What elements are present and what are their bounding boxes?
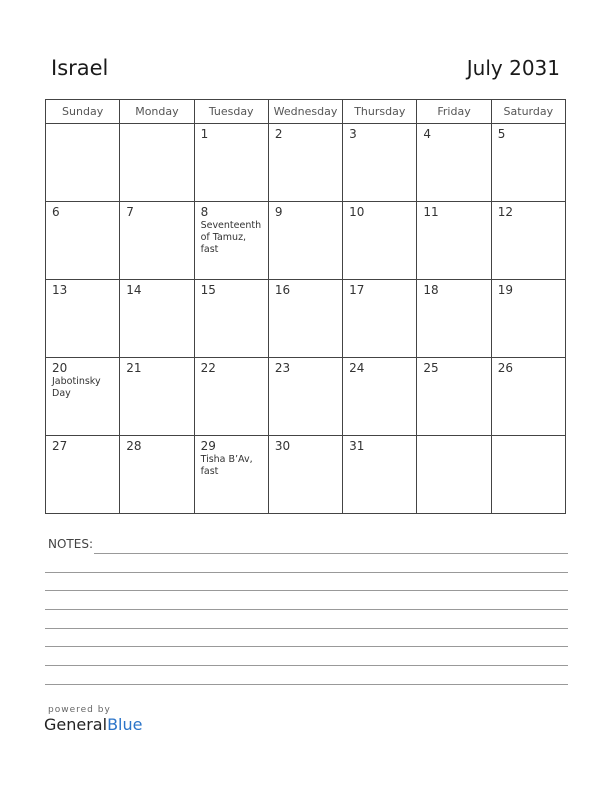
day-number: 2: [274, 127, 283, 141]
notes-line: [45, 684, 568, 685]
day-cell: [194, 358, 268, 436]
day-cell: [120, 124, 194, 202]
weekday-header: Monday: [120, 100, 194, 124]
week-row: [46, 436, 566, 514]
day-number: 28: [126, 439, 142, 453]
day-cell: [343, 358, 417, 436]
day-cell: [491, 436, 565, 514]
day-cell: [46, 280, 120, 358]
day-number: 25: [423, 361, 439, 375]
day-number: 26: [497, 361, 513, 375]
day-number: 3: [349, 127, 357, 141]
day-number: 4: [423, 127, 432, 141]
weekday-header: Tuesday: [194, 100, 268, 124]
notes-line: [45, 646, 568, 647]
day-cell: [343, 280, 417, 358]
day-number: 29: [200, 439, 216, 453]
day-cell: [417, 358, 491, 436]
day-cell: [491, 358, 565, 436]
calendar-grid: [45, 99, 566, 514]
day-cell: [491, 202, 565, 280]
day-cell: [491, 280, 565, 358]
week-row: [46, 358, 566, 436]
day-cell: [46, 436, 120, 514]
weekday-header: Thursday: [343, 100, 417, 124]
day-cell: [46, 124, 120, 202]
day-number: 27: [52, 439, 68, 453]
weekday-header-row: [46, 100, 566, 124]
weekday-header: Saturday: [491, 100, 565, 124]
day-number: 9: [274, 205, 283, 219]
day-cell: [194, 202, 268, 280]
day-cell: [268, 124, 342, 202]
week-row: [46, 280, 566, 358]
brand-name: [44, 715, 142, 735]
day-number: 21: [126, 361, 142, 375]
day-number: 8: [200, 205, 209, 219]
day-number: 10: [349, 205, 365, 219]
day-cell: [268, 280, 342, 358]
notes-line: [45, 609, 568, 610]
week-row: [46, 124, 566, 202]
day-number: 30: [274, 439, 291, 453]
day-number: 6: [52, 205, 60, 219]
day-number: 14: [126, 283, 142, 297]
day-number: 16: [274, 283, 291, 297]
day-cell: [194, 280, 268, 358]
day-cell: [417, 280, 491, 358]
brand-name-general: General: [44, 715, 108, 734]
month-year-title: July 2031: [466, 56, 560, 80]
day-cell: [120, 202, 194, 280]
day-cell: [268, 358, 342, 436]
weekday-header: Sunday: [46, 100, 120, 124]
day-cell: [46, 358, 120, 436]
weekday-header: Friday: [417, 100, 491, 124]
generalblue-logo[interactable]: [44, 705, 142, 735]
week-row: [46, 202, 566, 280]
day-cell: [268, 202, 342, 280]
day-cell: [343, 436, 417, 514]
holiday-label: Tisha B’Av, fast: [200, 454, 253, 477]
day-number: 18: [423, 283, 439, 297]
day-number: 31: [349, 439, 365, 453]
day-number: 12: [497, 205, 513, 219]
day-number: 20: [52, 361, 68, 375]
holiday-label: Seventeenth of Tamuz, fast: [200, 220, 262, 255]
powered-by-text: powered by: [48, 705, 111, 715]
day-number: 22: [200, 361, 216, 375]
notes-line: [45, 572, 568, 573]
day-cell: [268, 436, 342, 514]
day-number: 23: [274, 361, 291, 375]
day-cell: [491, 124, 565, 202]
notes-line: [45, 665, 568, 666]
day-cell: [343, 124, 417, 202]
day-number: 19: [497, 283, 513, 297]
day-number: 24: [349, 361, 365, 375]
notes-line: [45, 590, 568, 591]
day-cell: [417, 436, 491, 514]
day-number: 7: [126, 205, 134, 219]
notes-line: [94, 553, 568, 554]
day-number: 5: [497, 127, 506, 141]
day-cell: [120, 358, 194, 436]
day-number: 17: [349, 283, 365, 297]
country-title: Israel: [51, 56, 109, 80]
day-cell: [417, 202, 491, 280]
day-cell: [343, 202, 417, 280]
weekday-header: Wednesday: [268, 100, 342, 124]
notes-label: NOTES:: [48, 537, 93, 551]
day-number: 11: [423, 205, 439, 219]
notes-line: [45, 628, 568, 629]
day-cell: [120, 436, 194, 514]
holiday-label: Jabotinsky Day: [52, 376, 101, 399]
brand-name-blue: Blue: [107, 715, 143, 734]
day-cell: [194, 436, 268, 514]
day-number: 13: [52, 283, 68, 297]
day-cell: [120, 280, 194, 358]
day-cell: [194, 124, 268, 202]
day-cell: [417, 124, 491, 202]
day-cell: [46, 202, 120, 280]
day-number: 1: [200, 127, 209, 141]
day-number: 15: [200, 283, 216, 297]
